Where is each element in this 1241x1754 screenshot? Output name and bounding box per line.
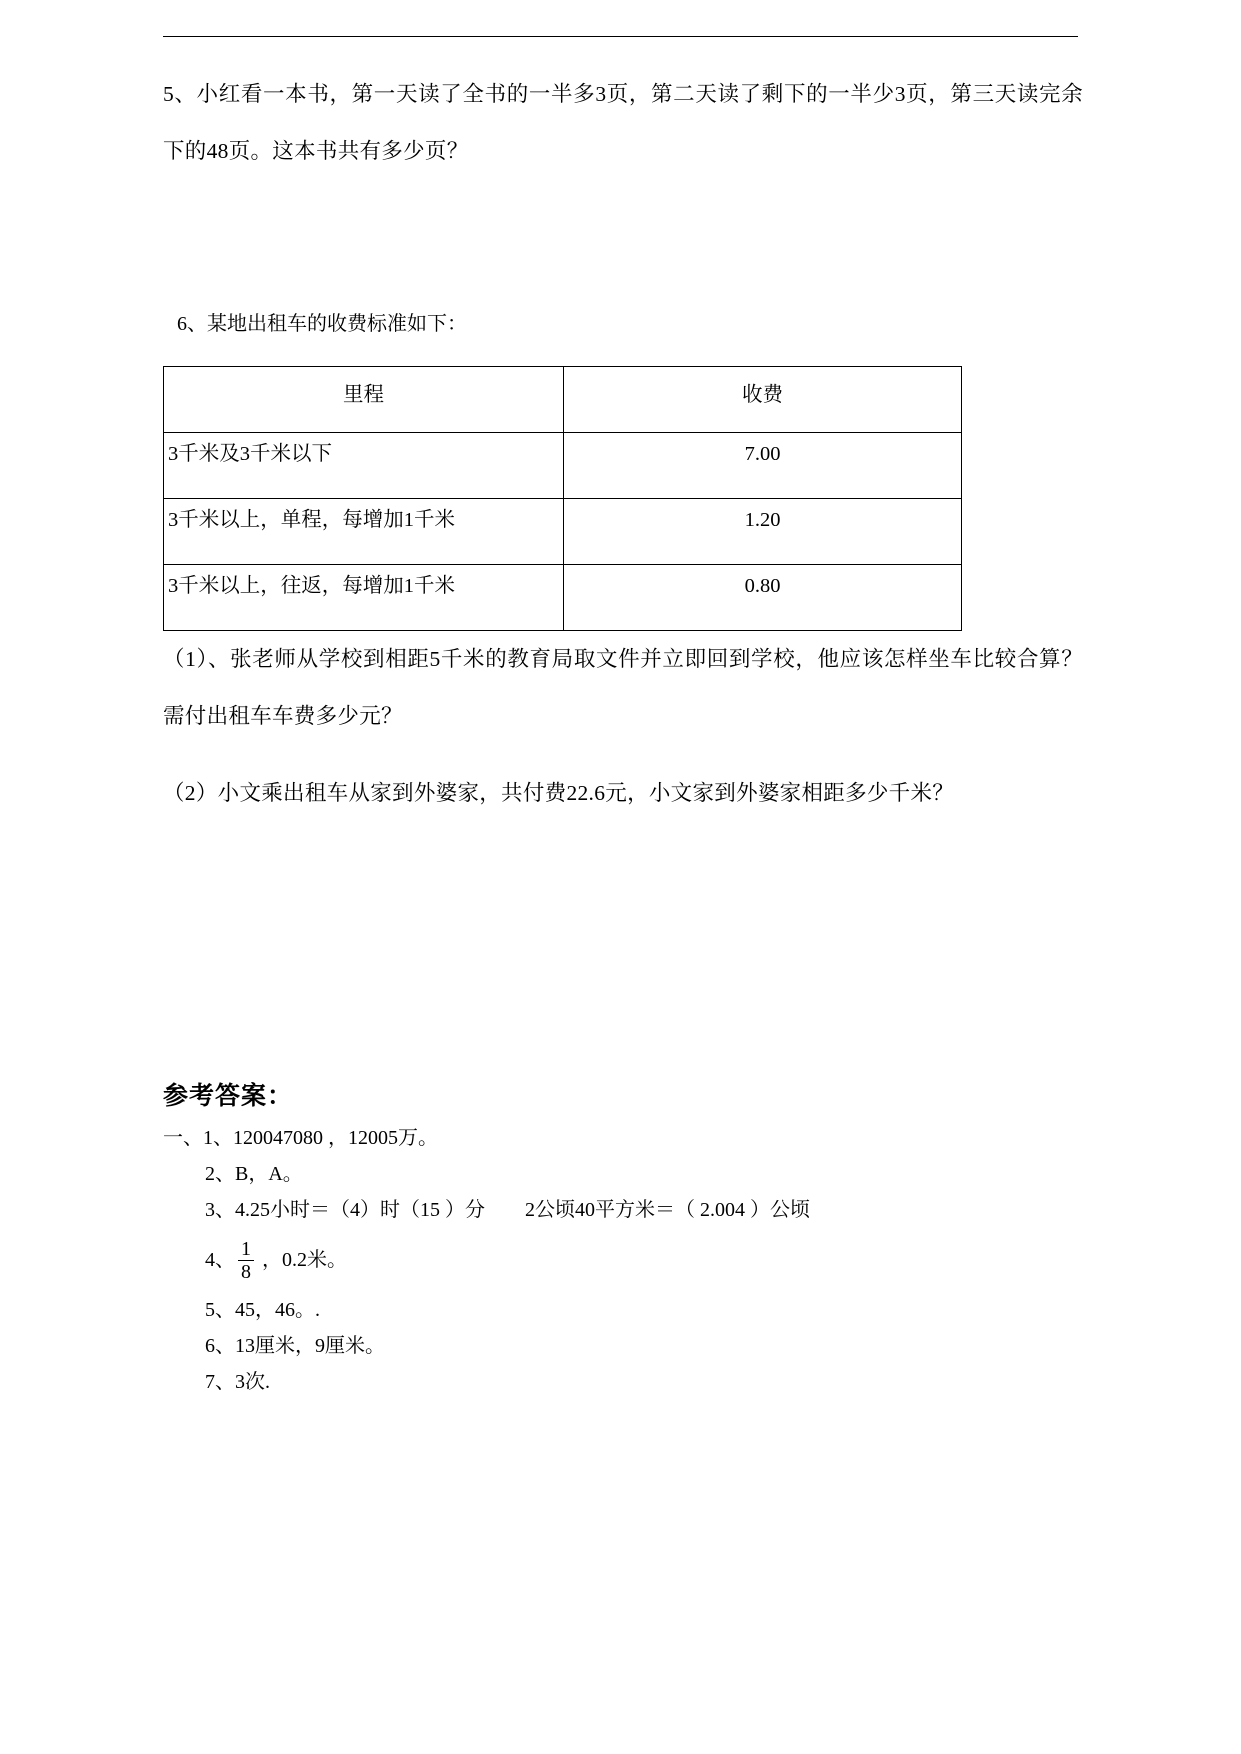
table-header-row bbox=[164, 367, 962, 433]
table-row bbox=[164, 565, 962, 631]
table-row bbox=[164, 499, 962, 565]
answer-line-6: 6、13厘米，9厘米。 bbox=[205, 1335, 385, 1357]
fraction-denominator: 8 bbox=[241, 1260, 251, 1283]
answer-line-4-suffix: ，0.2米。 bbox=[257, 1249, 347, 1271]
table-cell-mileage: 3千米以上，往返，每增加1千米 bbox=[164, 565, 564, 631]
table-cell-fare: 7.00 bbox=[564, 433, 962, 499]
answer-key-section bbox=[163, 1078, 1083, 1400]
fraction-one-eighth bbox=[238, 1239, 254, 1282]
answer-line-1: 一、1、120047080 ，12005万。 bbox=[163, 1127, 438, 1149]
questions-section bbox=[163, 66, 1083, 822]
question-6-intro: 6、某地出租车的收费标准如下： bbox=[177, 313, 467, 335]
table-top-gap bbox=[163, 338, 1083, 366]
question-5-text: 5、小红看一本书，第一天读了全书的一半多3页，第二天读了剩下的一半少3页，第三天读完余下的48页。这本书共有多少页？ bbox=[163, 82, 1083, 163]
answer-line-5: 5、45，46。. bbox=[205, 1299, 320, 1321]
fraction-numerator: 1 bbox=[238, 1239, 254, 1261]
question-6-sub-2: （2）小文乘出租车从家到外婆家，共付费22.6元，小文家到外婆家相距多少千米？ bbox=[163, 781, 955, 805]
answer-space-q5 bbox=[163, 180, 1083, 310]
table-header-mileage: 里程 bbox=[164, 367, 564, 433]
table-cell-fare: 1.20 bbox=[564, 499, 962, 565]
table-cell-fare: 0.80 bbox=[564, 565, 962, 631]
answer-line-2: 2、B，A。 bbox=[205, 1163, 303, 1185]
taxi-fare-table bbox=[163, 366, 962, 631]
table-header-fare: 收费 bbox=[564, 367, 962, 433]
answer-key-title: 参考答案： bbox=[163, 1081, 294, 1110]
question-6-sub-1: （1）、张老师从学校到相距5千米的教育局取文件并立即回到学校，他应该怎样坐车比较合算？需付出租车车费多少元？ bbox=[163, 647, 1083, 728]
answer-line-4-prefix: 4、 bbox=[205, 1249, 235, 1271]
header-divider bbox=[163, 36, 1078, 37]
table-cell-mileage: 3千米及3千米以下 bbox=[164, 433, 564, 499]
answer-line-4 bbox=[163, 1228, 1083, 1292]
table-row bbox=[164, 433, 962, 499]
answer-line-3: 3、4.25小时＝（4）时（15 ）分 2公顷40平方米＝（ 2.004 ）公顷 bbox=[205, 1199, 810, 1221]
answer-line-7: 7、3次. bbox=[205, 1371, 270, 1393]
table-cell-mileage: 3千米以上，单程，每增加1千米 bbox=[164, 499, 564, 565]
sub-question-gap bbox=[163, 745, 1083, 765]
